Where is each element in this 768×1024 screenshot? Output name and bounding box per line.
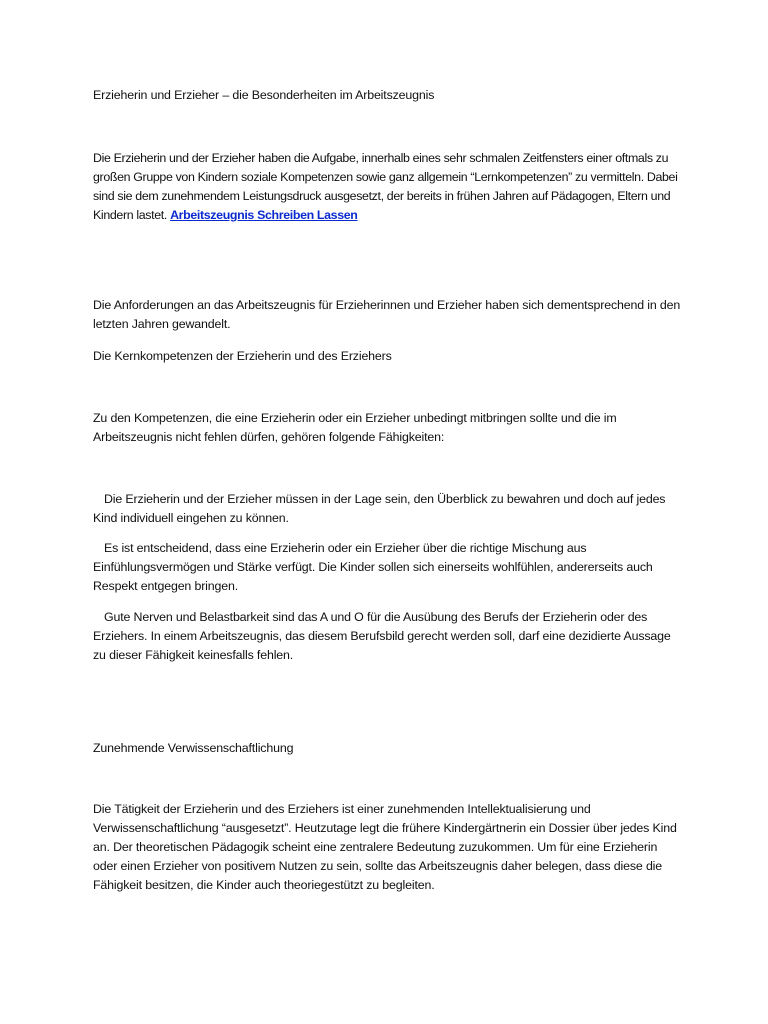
intro-paragraph — [93, 149, 683, 225]
document-title: Erzieherin und Erzieher – die Besonderheiten im Arbeitszeugnis — [93, 88, 435, 102]
intro-text: Die Erzieherin und der Erzieher haben die Aufgabe, innerhalb eines sehr schmalen Zeitfensters einer oftmals zu großen Gruppe von Kindern soziale Kompetenzen sowie ganz allgemein “Lernkompetenzen” zu vermitteln. Dabei sind sie dem zunehmendem Leistungsdruck ausgesetzt, der bereits in frühen Jahren auf Pädagogen, Eltern und Kindern lastet. — [93, 151, 678, 222]
requirements-paragraph: Die Anforderungen an das Arbeitszeugnis für Erzieherinnen und Erzieher haben sich dementsprechend in den letzten Jahren gewandelt. — [93, 298, 681, 331]
competency-item-2: Es ist entscheidend, dass eine Erzieherin oder ein Erzieher über die richtige Mischung aus Einfühlungsvermögen und Stärke verfügt. Die Kinder sollen sich einerseits wohlfühlen, andererseits auch Respekt entgegen bringen. — [93, 541, 653, 593]
competency-item-3: Gute Nerven und Belastbarkeit sind das A und O für die Ausübung des Berufs der Erzieherin oder des Erziehers. In einem Arbeitszeugnis, das diesem Berufsbild gerecht werden soll, darf eine dezidierte Aussage zu dieser Fähigkeit keinesfalls fehlen. — [93, 610, 671, 662]
arbeitszeugnis-link[interactable]: Arbeitszeugnis Schreiben Lassen — [170, 208, 358, 222]
verwissenschaftlichung-paragraph: Die Tätigkeit der Erzieherin und des Erziehers ist einer zunehmenden Intellektualisierung und Verwissenschaftlichung “ausgesetzt”. Heutzutage legt die frühere Kindergärtnerin ein Dossier über jedes Kind an. Der theoretischen Pädagogik scheint eine zentralere Bedeutung zuzukommen. Um für eine Erzieherin oder einen Erzieher von positivem Nutzen zu sein, sollte das Arbeitszeugnis daher belegen, dass diese die Fähigkeit besitzen, die Kinder auch theoriegestützt zu begleiten. — [93, 802, 677, 892]
section-heading-verwissenschaftlichung: Zunehmende Verwissenschaftlichung — [93, 741, 294, 755]
competencies-intro: Zu den Kompetenzen, die eine Erzieherin oder ein Erzieher unbedingt mitbringen sollte und die im Arbeitszeugnis nicht fehlen dürfen, gehören folgende Fähigkeiten: — [93, 411, 617, 444]
core-competencies-heading: Die Kernkompetenzen der Erzieherin und des Erziehers — [93, 349, 392, 363]
competency-item-1: Die Erzieherin und der Erzieher müssen in der Lage sein, den Überblick zu bewahren und doch auf jedes Kind individuell eingehen zu können. — [93, 492, 666, 525]
